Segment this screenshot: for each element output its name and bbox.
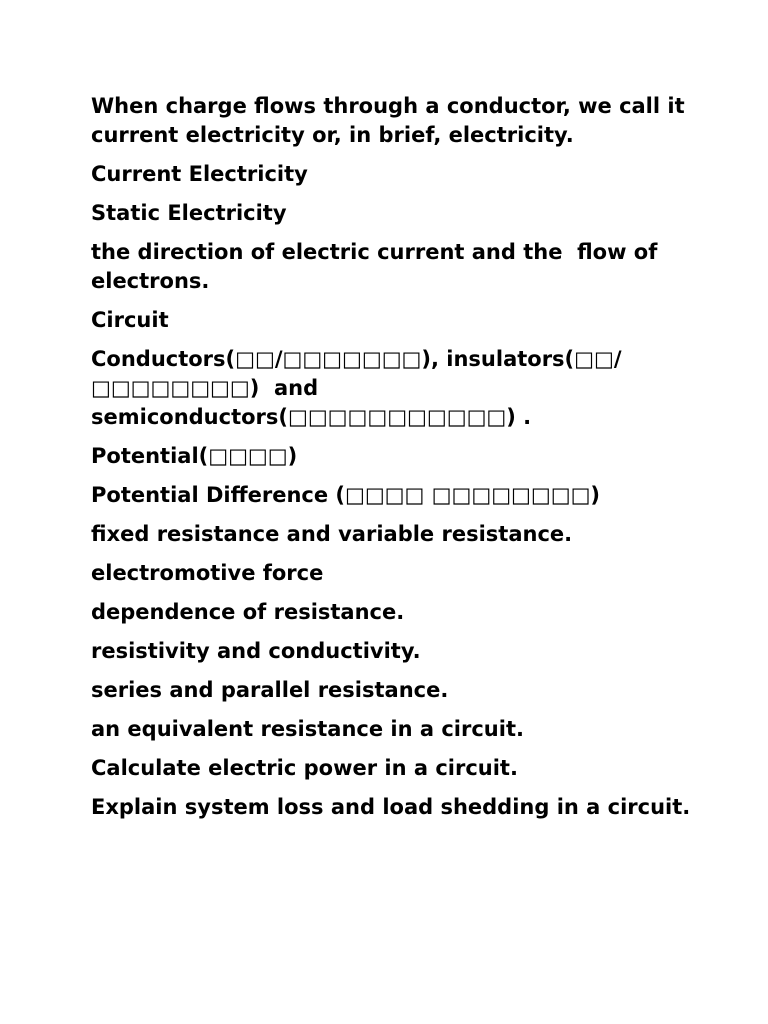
paragraph-electric-power: Calculate electric power in a circuit. (91, 756, 518, 780)
paragraph-resistivity-conductivity: resistivity and conductivity. (91, 639, 421, 663)
paragraph-electromotive-force: electromotive force (91, 561, 324, 585)
paragraph-conductors: Conductors(□□/□□□□□□□), insulators(□□/□□□□□□□□) and semiconductors(□□□□□□□□□□□) . (91, 347, 622, 429)
paragraph-dependence-of-resistance: dependence of resistance. (91, 600, 405, 624)
paragraph-potential-difference: Potential Difference (□□□□ □□□□□□□□) (91, 483, 601, 507)
paragraph-current-direction: the direction of electric current and the flow of electrons. (91, 240, 665, 293)
paragraph-fixed-variable-resistance: fixed resistance and variable resistance. (91, 522, 573, 546)
document-page (91, 92, 691, 832)
paragraph-series-parallel: series and parallel resistance. (91, 678, 449, 702)
paragraph-equivalent-resistance: an equivalent resistance in a circuit. (91, 717, 524, 741)
paragraph-current-electricity: Current Electricity (91, 162, 308, 186)
paragraph-potential: Potential(□□□□) (91, 444, 298, 468)
paragraph-system-loss: Explain system loss and load shedding in a circuit. (91, 795, 691, 819)
paragraph-circuit: Circuit (91, 308, 169, 332)
paragraph-current-electricity-definition: When charge flows through a conductor, we call it current electricity or, in brief, electricity. (91, 94, 692, 147)
paragraph-static-electricity: Static Electricity (91, 201, 287, 225)
